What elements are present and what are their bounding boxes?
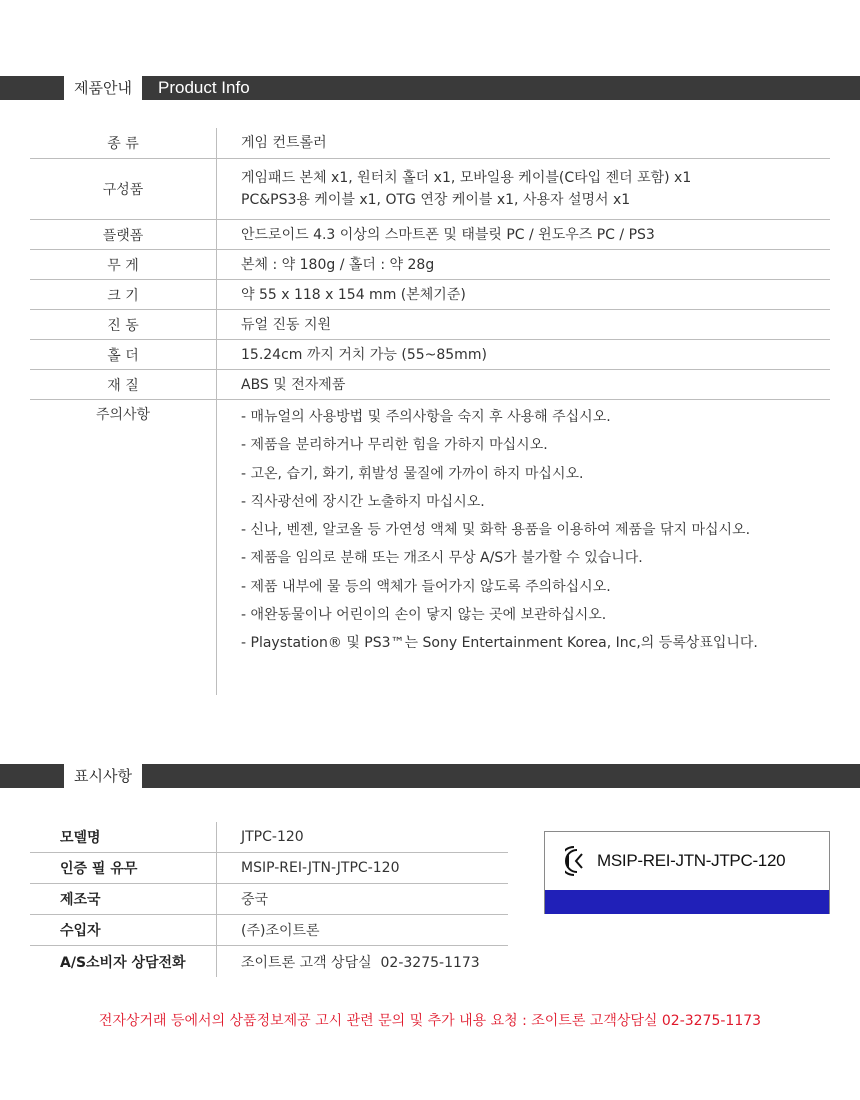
info-value — [217, 370, 830, 399]
disp-value: JTPC-120 — [241, 829, 304, 845]
info-row-size — [30, 280, 830, 310]
info-key: 진 동 — [30, 310, 217, 339]
info-value-line: 안드로이드 4.3 이상의 스마트폰 및 태블릿 PC / 윈도우즈 PC / PS3 — [241, 226, 655, 243]
disp-key: 제조국 — [30, 884, 217, 914]
caution-item: - 제품을 임의로 분해 또는 개조시 무상 A/S가 불가할 수 있습니다. — [241, 550, 643, 567]
disp-row-certification — [30, 853, 508, 884]
caution-item: - 제품을 분리하거나 무리한 힘을 가하지 마십시오. — [241, 437, 548, 454]
caution-item: - Playstation® 및 PS3™는 Sony Entertainment Korea, Inc,의 등록상표입니다. — [241, 635, 758, 652]
info-row-material — [30, 370, 830, 400]
info-key: 주의사항 — [30, 400, 217, 695]
info-value-line: 듀얼 진동 지원 — [241, 316, 332, 333]
disp-key: A/S소비자 상담전화 — [30, 946, 217, 977]
disp-row-country — [30, 884, 508, 915]
info-value — [217, 250, 830, 279]
disp-value: 중국 — [241, 892, 269, 908]
product-info-header — [0, 76, 860, 100]
caution-item: - 직사광선에 장시간 노출하지 마십시오. — [241, 493, 485, 510]
info-key: 종 류 — [30, 128, 217, 158]
disp-key: 인증 필 유무 — [30, 853, 217, 883]
info-row-components — [30, 159, 830, 220]
caution-item: - 신나, 벤젠, 알코올 등 가연성 액체 및 화학 용품을 이용하여 제품을 닦지 마십시오. — [241, 522, 751, 539]
info-value — [217, 159, 830, 219]
product-info-table — [30, 128, 830, 695]
disp-value: MSIP-REI-JTN-JTPC-120 — [241, 860, 400, 876]
disp-key: 수입자 — [30, 915, 217, 945]
caution-item: - 매뉴얼의 사용방법 및 주의사항을 숙지 후 사용해 주십시오. — [241, 409, 611, 425]
info-row-vibration — [30, 310, 830, 340]
info-key: 플랫폼 — [30, 220, 217, 249]
info-value-line: 본체 : 약 180g / 홀더 : 약 28g — [241, 256, 435, 273]
certification-number: MSIP-REI-JTN-JTPC-120 — [597, 851, 786, 870]
display-info-table — [30, 822, 508, 977]
footer-note: 전자상거래 등에서의 상품정보제공 고시 관련 문의 및 추가 내용 요청 : 조이트론 고객상담실 02-3275-1173 — [98, 1013, 762, 1029]
display-info-tab-label: 표시사항 — [64, 763, 142, 788]
info-value-line: 약 55 x 118 x 154 mm (본체기준) — [241, 286, 466, 303]
caution-item: - 제품 내부에 물 등의 액체가 들어가지 않도록 주의하십시오. — [241, 578, 611, 595]
product-info-tab-label: 제품안내 — [64, 75, 142, 100]
info-value-line: 게임패드 본체 x1, 원터치 홀더 x1, 모바일용 케이블(C타입 젠더 포함) x1 — [241, 170, 692, 186]
info-value — [217, 280, 830, 309]
disp-value: (주)조이트론 — [241, 923, 320, 939]
info-value — [217, 310, 830, 339]
display-info-header — [0, 764, 860, 788]
disp-row-model — [30, 822, 508, 853]
info-value — [217, 220, 830, 249]
info-value-line: ABS 및 전자제품 — [241, 376, 346, 393]
info-row-platform — [30, 220, 830, 250]
disp-row-as-phone — [30, 946, 508, 977]
disp-row-importer — [30, 915, 508, 946]
info-row-weight — [30, 250, 830, 280]
info-row-holder — [30, 340, 830, 370]
info-row-cautions — [30, 400, 830, 695]
disp-value: 조이트론 고객 상담실 02-3275-1173 — [241, 954, 480, 971]
info-key: 크 기 — [30, 280, 217, 309]
info-key: 구성품 — [30, 159, 217, 219]
info-value-line: PC&PS3용 케이블 x1, OTG 연장 케이블 x1, 사용자 설명서 x1 — [241, 192, 631, 208]
info-key: 홀 더 — [30, 340, 217, 369]
certification-box — [544, 831, 830, 914]
product-info-en-label: Product Info — [158, 78, 250, 97]
caution-item: - 고온, 습기, 화기, 휘발성 물질에 가까이 하지 마십시오. — [241, 465, 584, 482]
caution-list — [217, 400, 830, 695]
caution-item: - 애완동물이나 어린이의 손이 닿지 않는 곳에 보관하십시오. — [241, 607, 607, 624]
info-value — [217, 128, 830, 158]
certification-label — [545, 832, 829, 890]
disp-key: 모델명 — [30, 822, 217, 852]
info-key: 재 질 — [30, 370, 217, 399]
kc-mark-icon — [565, 845, 587, 877]
info-value — [217, 340, 830, 369]
info-key: 무 게 — [30, 250, 217, 279]
info-value-line: 게임 컨트롤러 — [241, 135, 327, 151]
info-row-type — [30, 128, 830, 159]
certification-color-bar — [545, 890, 829, 914]
info-value-line: 15.24cm 까지 거치 가능 (55~85mm) — [241, 346, 487, 363]
